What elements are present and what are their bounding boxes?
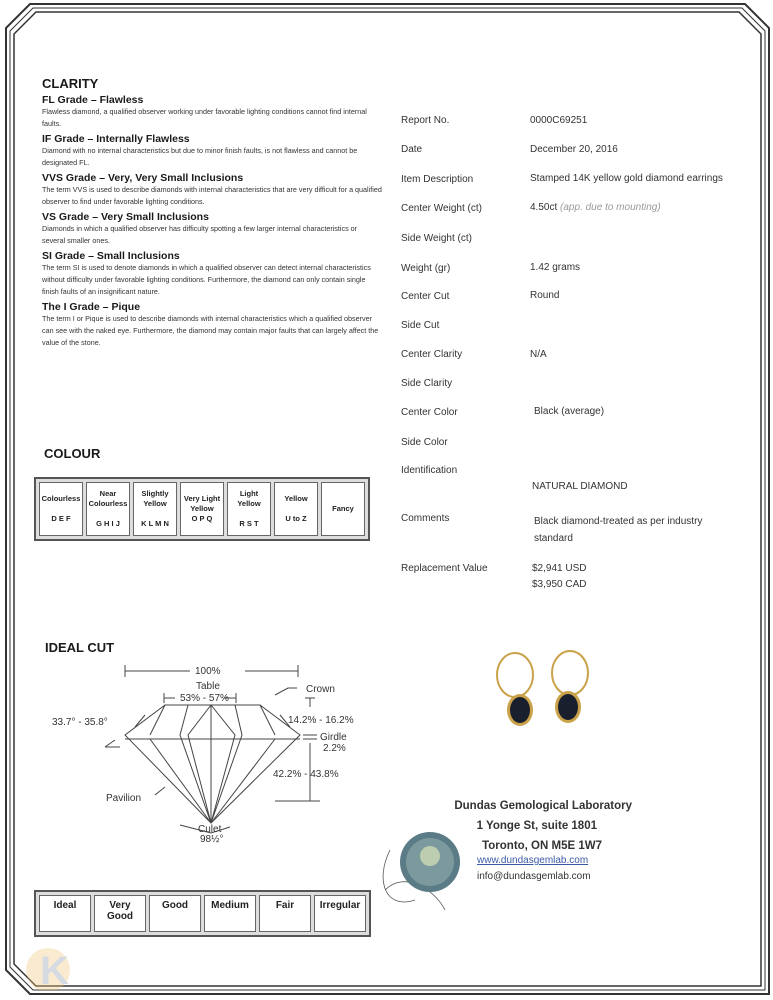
grade-title: SI Grade – Small Inclusions xyxy=(42,250,180,262)
colour-name: Very Light Yellow xyxy=(183,494,221,513)
lab-website-link[interactable]: www.dundasgemlab.com xyxy=(477,855,589,866)
cut-grade-cell: Very Good xyxy=(94,895,146,932)
diamond-proportions-diagram xyxy=(30,655,370,850)
field-label: Center Color xyxy=(401,407,458,418)
colour-cell xyxy=(86,482,130,536)
culet-label: Culet xyxy=(198,824,222,835)
lab-address-1: 1 Yonge St, suite 1801 xyxy=(476,820,597,832)
colour-scale-table xyxy=(34,477,370,541)
weight-value: 4.50ct xyxy=(530,202,558,213)
kastner-auctions-watermark xyxy=(18,930,118,990)
clarity-grade xyxy=(42,301,382,349)
colour-name: Near Colourless xyxy=(88,489,128,508)
grade-title: VVS Grade – Very, Very Small Inclusions xyxy=(42,172,244,184)
field-value: N/A xyxy=(530,349,547,360)
crown-height: 14.2% - 16.2% xyxy=(288,715,354,726)
field-value: Black diamond-treated as per industry standard xyxy=(534,516,703,544)
colour-cell xyxy=(133,482,177,536)
clarity-grade xyxy=(42,172,382,208)
grade-text: Diamond with no internal characteristics but due to minor finish faults, is not flawless and cannot be designated FL. xyxy=(42,146,358,167)
grade-title: VS Grade – Very Small Inclusions xyxy=(42,211,209,223)
field-value: Black (average) xyxy=(534,406,605,417)
field-label: Item Description xyxy=(401,174,474,185)
colour-cell xyxy=(227,482,271,536)
field-label: Report No. xyxy=(401,115,450,126)
field-value-secondary: $3,950 CAD xyxy=(532,579,587,590)
colour-grades: O P Q xyxy=(191,514,213,523)
field-label: Center Clarity xyxy=(401,349,463,360)
colour-grades: U to Z xyxy=(285,514,307,523)
colour-heading: COLOUR xyxy=(44,446,101,461)
field-label: Center Cut xyxy=(401,291,450,302)
field-value: 1.42 grams xyxy=(530,262,581,273)
grade-text: The term VVS is used to describe diamonds with internal characteristics that are very difficult for a qualified observer to find under favorable lighting conditions. xyxy=(42,185,382,206)
colour-name: Slightly Yellow xyxy=(141,489,169,508)
colour-cell xyxy=(180,482,224,536)
field-value xyxy=(530,202,661,213)
colour-cell xyxy=(274,482,318,536)
cut-grade-cell: Ideal xyxy=(39,895,91,932)
clarity-grade xyxy=(42,94,382,130)
colour-name: Yellow xyxy=(284,494,308,503)
ideal-cut-heading: IDEAL CUT xyxy=(45,640,115,655)
girdle-value: 2.2% xyxy=(323,743,346,754)
lab-address-2: Toronto, ON M5E 1W7 xyxy=(482,840,602,852)
pavilion-depth: 42.2% - 43.8% xyxy=(273,769,339,780)
cut-grade-cell: Medium xyxy=(204,895,256,932)
culet-value: 98½° xyxy=(200,834,224,845)
field-label: Side Color xyxy=(401,437,448,448)
clarity-section xyxy=(42,76,382,349)
grade-text: Diamonds in which a qualified observer has difficulty spotting a few larger internal characteristics or several smaller ones. xyxy=(42,224,358,245)
clarity-heading: CLARITY xyxy=(42,76,99,91)
field-label: Side Clarity xyxy=(401,378,453,389)
cut-grade-cell: Fair xyxy=(259,895,311,932)
clarity-grade xyxy=(42,211,382,247)
grade-text: Flawless diamond, a qualified observer working under favorable lighting conditions cannot find internal faults. xyxy=(42,107,367,128)
field-value: NATURAL DIAMOND xyxy=(532,481,628,492)
colour-name: Light Yellow xyxy=(237,489,261,508)
colour-grades: G H I J xyxy=(96,519,120,528)
field-label: Replacement Value xyxy=(401,563,488,574)
grade-title: FL Grade – Flawless xyxy=(42,94,144,106)
earrings-photo xyxy=(485,645,605,745)
crown-label: Crown xyxy=(306,684,335,695)
clarity-grade xyxy=(42,133,382,169)
field-label: Side Cut xyxy=(401,320,440,331)
field-value: $2,941 USD xyxy=(532,563,587,574)
colour-grades: R S T xyxy=(239,519,259,528)
hologram-seal xyxy=(375,820,470,915)
colour-grades: D E F xyxy=(51,514,71,523)
field-label: Comments xyxy=(401,513,450,524)
colour-cell xyxy=(39,482,83,536)
grade-text: The term SI is used to denote diamonds in which a qualified observer can detect internal characteristics without difficulty under favorable lighting conditions. Furthermore, the diamond can only contain single finish faults of an insignificant nature. xyxy=(42,263,371,296)
grade-title: IF Grade – Internally Flawless xyxy=(42,133,190,145)
field-label: Center Weight (ct) xyxy=(401,203,482,214)
field-label: Weight (gr) xyxy=(401,263,451,274)
lab-name: Dundas Gemological Laboratory xyxy=(454,800,632,812)
field-label: Side Weight (ct) xyxy=(401,233,472,244)
field-value: December 20, 2016 xyxy=(530,144,618,155)
field-label: Identification xyxy=(401,465,458,476)
colour-grades: K L M N xyxy=(141,519,169,528)
svg-text:K: K xyxy=(40,949,69,990)
cut-grade-cell: Irregular xyxy=(314,895,366,932)
field-value: Round xyxy=(530,290,560,301)
width-label: 100% xyxy=(195,666,221,677)
table-value: 53% - 57% xyxy=(180,693,229,704)
clarity-grade xyxy=(42,250,382,298)
table-label: Table xyxy=(196,681,220,692)
field-label: Date xyxy=(401,144,423,155)
girdle-label: Girdle xyxy=(320,732,347,743)
grade-title: The I Grade – Pique xyxy=(42,301,141,313)
weight-note: (app. due to mounting) xyxy=(560,202,661,213)
cut-grade-cell: Good xyxy=(149,895,201,932)
crown-angle: 33.7° - 35.8° xyxy=(52,717,108,728)
colour-name: Colourless xyxy=(41,494,81,503)
field-value: 0000C69251 xyxy=(530,115,588,126)
field-value: Stamped 14K yellow gold diamond earrings xyxy=(530,173,723,184)
pavilion-label: Pavilion xyxy=(106,793,142,804)
colour-name: Fancy xyxy=(332,504,354,513)
grade-text: The term I or Pique is used to describe diamonds with internal characteristics which a qualified observer can see with the naked eye. Furthermore, the diamond may contain major faults that can largely affect the value of the stone. xyxy=(42,314,379,347)
colour-cell xyxy=(321,482,365,536)
lab-email: info@dundasgemlab.com xyxy=(477,871,591,882)
